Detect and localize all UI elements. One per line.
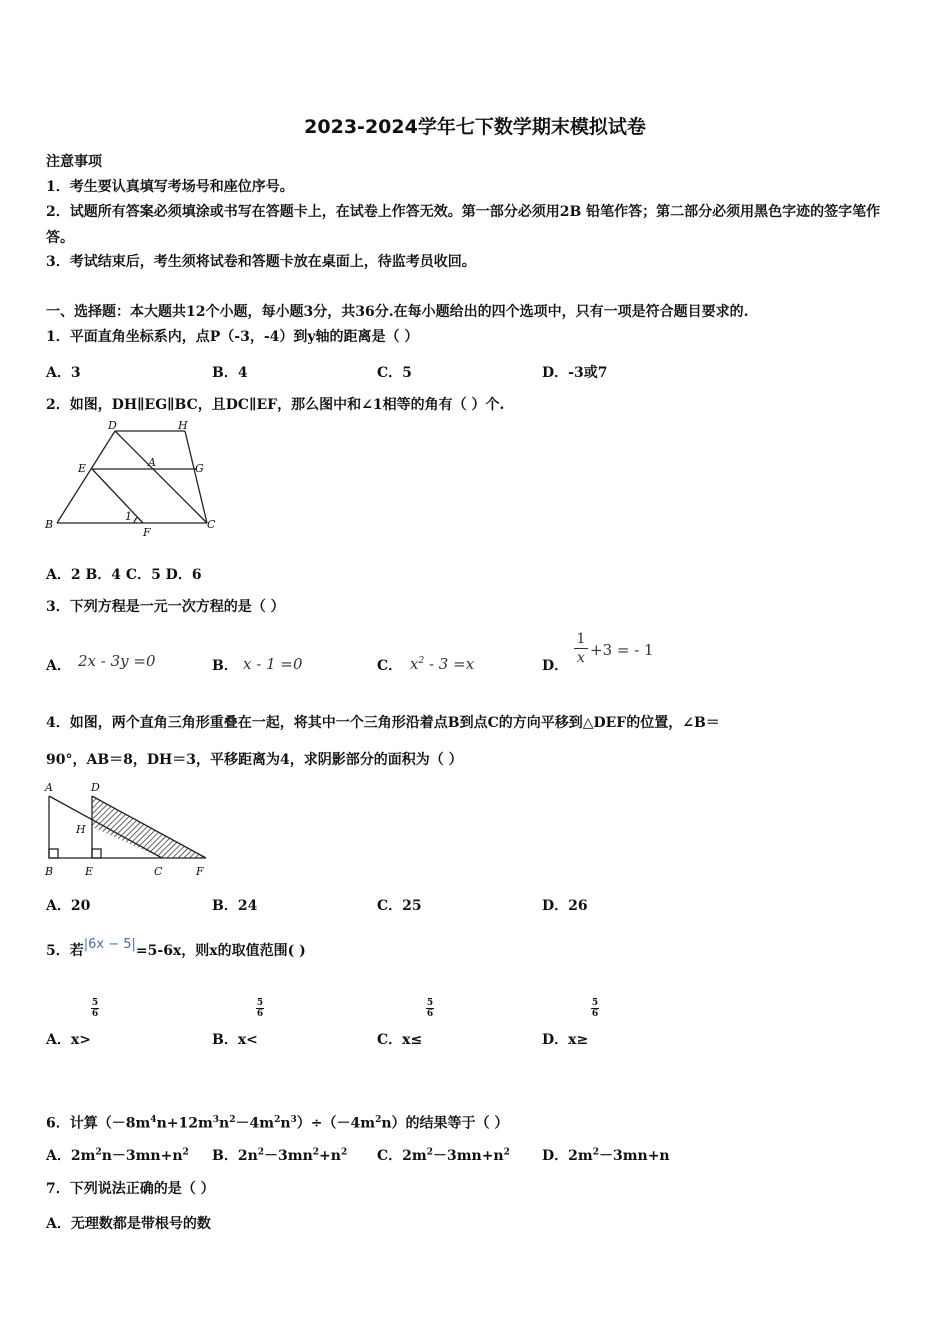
q2-label-g: G [195,462,204,475]
q5-c-fraction: 5 6 [426,998,434,1019]
q4-label-b: B [45,865,54,878]
q5-stem: 5．若|6x − 5|=5-6x，则x的取值范围( ) [46,937,306,959]
q3-option-d-fraction: 1 x [574,630,588,667]
q3-option-b-equation: x - 1 =0 [243,655,303,673]
q2-options: A．2 B．4 C．5 D．6 [46,567,202,583]
q3-option-d-rest: +3 = - 1 [590,641,654,659]
q6-option-a: A．$2m^2n-3mn+n^2$ [46,1147,189,1164]
q1-option-a: A．3 [46,365,81,381]
q3-option-a-label: A． [46,658,71,674]
q4-label-a: A [45,781,53,794]
q2-label-1: 1 [125,510,132,523]
notice-heading: 注意事项 [46,154,102,170]
q3-option-b-label: B． [212,658,238,674]
q5-option-a: A．x> [46,1032,91,1048]
q2-label-h: H [178,420,188,432]
q6-option-c: C．$2m^2-3mn+n^2$ [377,1147,510,1164]
q4-label-d: D [91,781,100,794]
q6-option-d: D．$2m^2-3mn+n$ [542,1147,670,1164]
q2-label-e: E [78,462,87,475]
q5-option-d: D．x≥ [542,1032,589,1048]
q3-option-a-equation: 2x - 3y =0 [78,652,156,670]
q5-a-fraction: 5 6 [91,998,99,1019]
q5-d-fraction: 5 6 [591,998,599,1019]
q2-label-c: C [207,518,216,531]
q4-option-b: B．24 [212,898,258,914]
q5-option-b: B．x< [212,1032,258,1048]
q2-label-f: F [143,526,151,539]
q4-label-e: E [85,865,94,878]
q2-label-a: A [148,456,156,469]
q4-label-c: C [154,865,163,878]
q4-option-a: A．20 [46,898,91,914]
q4-label-f: F [196,865,204,878]
section-heading: 一、选择题：本大题共12个小题，每小题3分，共36分.在每小题给出的四个选项中，只有一项是符合题目要求的. [46,304,749,320]
q1-option-c: C．5 [377,365,412,381]
q6-option-b: B．$2n^2-3mn^2+n^2$ [212,1147,348,1164]
q2-figure [42,420,222,540]
q1-option-b: B．4 [212,365,248,381]
q1-option-d: D．-3或7 [542,365,608,381]
q4-option-c: C．25 [377,898,422,914]
q4-figure [40,775,220,880]
page-title: 2023-2024学年七下数学期末模拟试卷 [304,116,646,138]
q3-option-c-label: C． [377,658,403,674]
q3-option-c-equation: $x^2 - 3 =x$ [410,655,475,673]
q4-stem-line2: 90°，AB＝8，DH＝3，平移距离为4，求阴影部分的面积为（ ） [46,752,463,768]
q5-b-fraction: 5 6 [256,998,264,1019]
q6-stem: 6．计算$(-8m^4n+12m^3n^2-4m^2n^3)\div(-4m^2n)$的结果等于（ ） [46,1115,509,1132]
notice-item-2: 2．试题所有答案必须填涂或书写在答题卡上，在试卷上作答无效。第一部分必须用2B 铅笔作答；第二部分必须用黑色字迹的签字笔作答。 [46,204,881,246]
q7-stem: 7．下列说法正确的是（ ） [46,1181,215,1197]
q4-option-d: D．26 [542,898,588,914]
q3-stem: 3．下列方程是一元一次方程的是（ ） [46,599,285,615]
q1-stem: 1．平面直角坐标系内，点P（-3，-4）到y轴的距离是（ ） [46,329,419,345]
q7-option-a: A．无理数都是带根号的数 [46,1216,211,1232]
q5-option-c: C．x≤ [377,1032,423,1048]
notice-item-3: 3．考试结束后，考生须将试卷和答题卡放在桌面上，待监考员收回。 [46,254,476,270]
q4-stem-line1: 4．如图，两个直角三角形重叠在一起，将其中一个三角形沿着点B到点C的方向平移到△DEF的位置，∠B＝ [46,715,720,731]
q2-stem: 2．如图，DH∥EG∥BC，且DC∥EF，那么图中和∠1相等的角有（ ）个. [46,397,505,413]
q5-abs-expression: |6x − 5| [83,937,136,952]
q2-label-b: B [45,518,54,531]
q4-label-h: H [76,823,86,836]
notice-item-1: 1．考生要认真填写考场号和座位序号。 [46,179,294,195]
q3-option-d-label: D． [542,658,569,674]
q2-label-d: D [108,420,117,432]
